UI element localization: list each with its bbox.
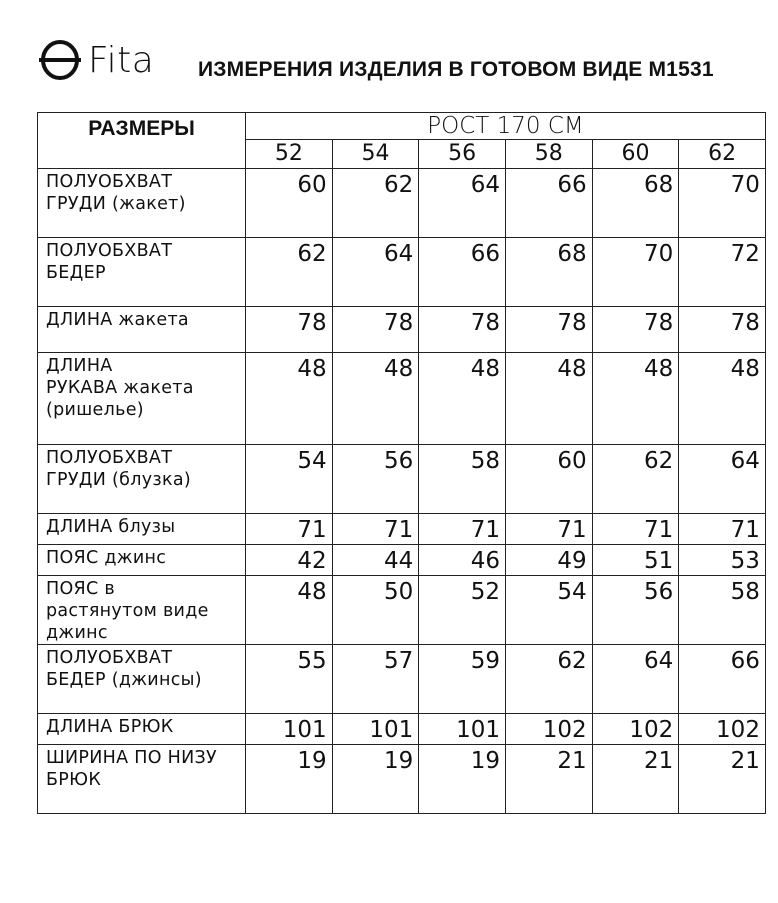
table-row — [38, 238, 766, 307]
measurement-name-line: растянутом виде — [46, 601, 209, 621]
measurement-value: 78 — [419, 307, 506, 353]
measurement-value: 101 — [419, 714, 506, 745]
table-row — [38, 545, 766, 576]
table-row — [38, 169, 766, 238]
measurement-value: 48 — [246, 576, 333, 645]
measurement-value: 21 — [505, 745, 592, 814]
measurement-value: 71 — [246, 514, 333, 545]
measurement-value: 51 — [592, 545, 679, 576]
measurement-value: 72 — [679, 238, 766, 307]
measurement-name-line: ДЛИНА — [46, 356, 113, 376]
measurement-name — [38, 514, 246, 545]
measurement-name-line: ПОЛУОБХВАТ — [46, 172, 173, 192]
measurement-value: 102 — [592, 714, 679, 745]
header-row — [38, 113, 766, 140]
measurement-value: 48 — [246, 353, 333, 445]
measurement-value: 78 — [505, 307, 592, 353]
measurement-value: 71 — [679, 514, 766, 545]
measurement-name — [38, 353, 246, 445]
measurement-value: 57 — [332, 645, 419, 714]
measurement-name — [38, 445, 246, 514]
measurement-value: 48 — [419, 353, 506, 445]
measurement-value: 53 — [679, 545, 766, 576]
measurement-name-line: (ришелье) — [46, 400, 144, 420]
table-row — [38, 353, 766, 445]
table-row — [38, 514, 766, 545]
height-header: РОСТ 170 СМ — [246, 113, 766, 140]
measurement-value: 68 — [505, 238, 592, 307]
measurement-name-line: ГРУДИ (жакет) — [46, 194, 186, 214]
measurement-name-line: ШИРИНА ПО НИЗУ — [46, 748, 217, 768]
measurement-value: 71 — [505, 514, 592, 545]
measurement-value: 58 — [419, 445, 506, 514]
page-title: ИЗМЕРЕНИЯ ИЗДЕЛИЯ В ГОТОВОМ ВИДЕ М1531 — [198, 58, 714, 81]
brand-name: Fita — [88, 39, 155, 81]
brand-logo — [38, 38, 168, 82]
measurement-value: 101 — [332, 714, 419, 745]
measurement-value: 60 — [246, 169, 333, 238]
measurement-name-line: ГРУДИ (блузка) — [46, 470, 192, 490]
measurement-value: 66 — [505, 169, 592, 238]
fita-logo-icon — [38, 38, 82, 82]
measurement-value: 78 — [246, 307, 333, 353]
measurement-value: 71 — [332, 514, 419, 545]
measurement-value: 59 — [419, 645, 506, 714]
measurement-value: 48 — [332, 353, 419, 445]
measurement-name-line: БРЮК — [46, 770, 102, 790]
measurement-value: 71 — [419, 514, 506, 545]
measurement-value: 102 — [679, 714, 766, 745]
measurement-value: 68 — [592, 169, 679, 238]
measurement-value: 54 — [505, 576, 592, 645]
measurement-value: 66 — [679, 645, 766, 714]
measurement-value: 19 — [419, 745, 506, 814]
measurement-name — [38, 307, 246, 353]
measurement-value: 101 — [246, 714, 333, 745]
measurement-name — [38, 169, 246, 238]
measurement-value: 49 — [505, 545, 592, 576]
measurement-name — [38, 714, 246, 745]
measurement-value: 48 — [679, 353, 766, 445]
measurement-name-line: БЕДЕР — [46, 263, 106, 283]
measurement-name-line: ПОЯС джинс — [46, 548, 167, 568]
measurement-value: 78 — [592, 307, 679, 353]
measurement-value: 19 — [246, 745, 333, 814]
measurement-value: 52 — [419, 576, 506, 645]
size-cell: 54 — [332, 140, 419, 169]
measurement-value: 48 — [505, 353, 592, 445]
measurement-name-line: ПОЯС в — [46, 579, 115, 599]
size-cell: 58 — [505, 140, 592, 169]
measurement-value: 70 — [592, 238, 679, 307]
measurement-value: 55 — [246, 645, 333, 714]
table-row — [38, 307, 766, 353]
size-table — [37, 112, 766, 814]
measurement-value: 62 — [246, 238, 333, 307]
measurement-name-line: ДЛИНА блузы — [46, 517, 176, 537]
measurement-value: 54 — [246, 445, 333, 514]
measurement-name-line: РУКАВА жакета — [46, 378, 194, 398]
measurement-name — [38, 238, 246, 307]
measurement-value: 78 — [332, 307, 419, 353]
measurement-value: 62 — [505, 645, 592, 714]
measurement-name-line: ПОЛУОБХВАТ — [46, 448, 173, 468]
measurement-value: 102 — [505, 714, 592, 745]
measurement-value: 64 — [419, 169, 506, 238]
size-cell: 62 — [679, 140, 766, 169]
measurement-name-line: ДЛИНА БРЮК — [46, 717, 174, 737]
table-row — [38, 645, 766, 714]
measurement-value: 56 — [332, 445, 419, 514]
table-row — [38, 714, 766, 745]
size-cell: 60 — [592, 140, 679, 169]
measurement-value: 78 — [679, 307, 766, 353]
measurement-value: 21 — [592, 745, 679, 814]
size-cell: 52 — [246, 140, 333, 169]
measurement-value: 62 — [592, 445, 679, 514]
measurement-value: 48 — [592, 353, 679, 445]
measurement-value: 44 — [332, 545, 419, 576]
measurement-value: 46 — [419, 545, 506, 576]
measurement-value: 71 — [592, 514, 679, 545]
measurement-value: 64 — [592, 645, 679, 714]
sizes-header: РАЗМЕРЫ — [38, 113, 246, 169]
measurement-value: 62 — [332, 169, 419, 238]
measurement-name — [38, 745, 246, 814]
measurement-name — [38, 545, 246, 576]
measurement-value: 66 — [419, 238, 506, 307]
measurement-name-line: ДЛИНА жакета — [46, 310, 189, 330]
measurement-value: 42 — [246, 545, 333, 576]
measurement-name-line: БЕДЕР (джинсы) — [46, 670, 202, 690]
measurement-name — [38, 576, 246, 645]
table-row — [38, 745, 766, 814]
measurement-name — [38, 645, 246, 714]
measurement-value: 19 — [332, 745, 419, 814]
measurement-value: 50 — [332, 576, 419, 645]
measurement-value: 21 — [679, 745, 766, 814]
table-row — [38, 576, 766, 645]
measurement-name-line: ПОЛУОБХВАТ — [46, 241, 173, 261]
measurement-value: 70 — [679, 169, 766, 238]
measurement-value: 64 — [332, 238, 419, 307]
measurement-value: 64 — [679, 445, 766, 514]
measurement-name-line: джинс — [46, 623, 108, 643]
measurement-value: 58 — [679, 576, 766, 645]
measurement-value: 60 — [505, 445, 592, 514]
size-cell: 56 — [419, 140, 506, 169]
measurement-name-line: ПОЛУОБХВАТ — [46, 648, 173, 668]
measurement-value: 56 — [592, 576, 679, 645]
table-row — [38, 445, 766, 514]
